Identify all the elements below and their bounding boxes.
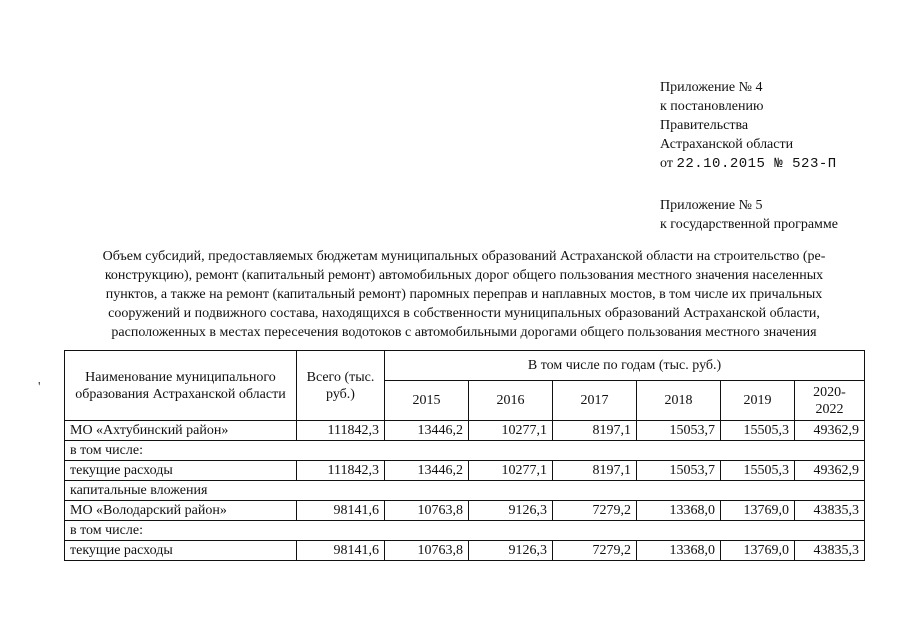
title-line-2: конструкцию), ремонт (капитальный ремонт) автомобильных дорог общего пользования местного значения населенных — [104, 268, 824, 283]
cell-2019: 13769,0 — [721, 501, 795, 521]
cell-total: 111842,3 — [297, 461, 385, 481]
row-name: в том числе: — [65, 521, 297, 541]
table-row — [65, 521, 865, 541]
row-name: в том числе: — [65, 441, 297, 461]
document-title — [64, 247, 864, 342]
header-year: 2019 — [721, 381, 795, 421]
appendix-5-line1: Приложение № 5 — [660, 198, 763, 213]
date-prefix: от — [660, 156, 673, 171]
header-year: 2016 — [469, 381, 553, 421]
cell-2018: 15053,7 — [637, 421, 721, 441]
table-row — [65, 501, 865, 521]
row-name: МО «Ахтубинский район» — [65, 421, 297, 441]
title-line-3: пунктов, а также на ремонт (капитальный ремонт) паромных переправ и наплавных мостов, в том числе их причальных — [105, 287, 823, 302]
cell-2019: 15505,3 — [721, 421, 795, 441]
appendix-4-line3: Правительства — [660, 118, 749, 133]
appendix-4-line2: к постановлению — [660, 99, 764, 114]
cell-2020-2022: 43835,3 — [795, 501, 865, 521]
row-name: текущие расходы — [65, 541, 297, 561]
header-year: 2020-2022 — [795, 381, 865, 421]
empty-cell — [297, 481, 865, 501]
cell-2015: 13446,2 — [385, 461, 469, 481]
header-by-years: В том числе по годам (тыс. руб.) — [385, 351, 865, 381]
header-year: 2015 — [385, 381, 469, 421]
title-line-5: расположенных в местах пересечения водотоков с автомобильными дорогами общего пользования местного значения — [111, 325, 817, 340]
cell-2016: 10277,1 — [469, 421, 553, 441]
cell-2015: 10763,8 — [385, 541, 469, 561]
cell-2018: 15053,7 — [637, 461, 721, 481]
cell-total: 111842,3 — [297, 421, 385, 441]
appendix-4-line1: Приложение № 4 — [660, 80, 763, 95]
table-row — [65, 421, 865, 441]
row-name: капитальные вложения — [65, 481, 297, 501]
cell-total: 98141,6 — [297, 541, 385, 561]
table-row — [65, 481, 865, 501]
header-municipality: Наименование муниципального образования Астраханской области — [65, 351, 297, 421]
cell-2020-2022: 49362,9 — [795, 461, 865, 481]
cell-total: 98141,6 — [297, 501, 385, 521]
cell-2017: 7279,2 — [553, 501, 637, 521]
cell-2020-2022: 49362,9 — [795, 421, 865, 441]
table-row — [65, 541, 865, 561]
title-line-4: сооружений и подвижного состава, находящихся в собственности муниципальных образований Астраханской области, — [108, 306, 820, 321]
appendix-4-block — [660, 78, 837, 174]
title-line-1: Объем субсидий, предоставляемых бюджетам муниципальных образований Астраханской области на строительство (ре- — [102, 249, 826, 264]
resolution-date-number: 22.10.2015 № 523-П — [676, 156, 837, 172]
cell-2019: 15505,3 — [721, 461, 795, 481]
empty-cell — [297, 441, 865, 461]
appendix-4-date-line — [660, 154, 837, 174]
appendix-5-line2: к государственной программе — [660, 217, 838, 232]
cell-2017: 7279,2 — [553, 541, 637, 561]
table-row — [65, 461, 865, 481]
appendix-5-block — [660, 196, 838, 234]
row-name: МО «Володарский район» — [65, 501, 297, 521]
row-name: текущие расходы — [65, 461, 297, 481]
cell-2018: 13368,0 — [637, 541, 721, 561]
header-year: 2017 — [553, 381, 637, 421]
cell-2016: 10277,1 — [469, 461, 553, 481]
scan-speck: ' — [38, 380, 41, 395]
cell-2017: 8197,1 — [553, 421, 637, 441]
header-year: 2018 — [637, 381, 721, 421]
cell-2017: 8197,1 — [553, 461, 637, 481]
cell-2016: 9126,3 — [469, 541, 553, 561]
cell-2015: 13446,2 — [385, 421, 469, 441]
subsidy-table — [64, 350, 865, 561]
appendix-4-line4: Астраханской области — [660, 137, 794, 152]
header-total: Всего (тыс. руб.) — [297, 351, 385, 421]
table-row — [65, 441, 865, 461]
empty-cell — [297, 521, 865, 541]
cell-2020-2022: 43835,3 — [795, 541, 865, 561]
cell-2018: 13368,0 — [637, 501, 721, 521]
cell-2015: 10763,8 — [385, 501, 469, 521]
cell-2019: 13769,0 — [721, 541, 795, 561]
cell-2016: 9126,3 — [469, 501, 553, 521]
